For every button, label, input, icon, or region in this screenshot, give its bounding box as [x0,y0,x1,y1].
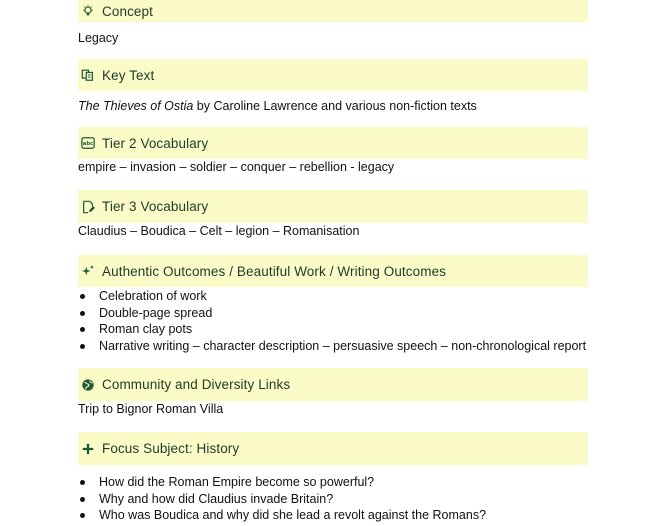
section-title: Tier 3 Vocabulary [102,199,209,214]
books-icon [80,67,96,83]
list-item: Roman clay pots [78,321,586,338]
edit-note-icon [80,199,96,215]
list-item: How did the Roman Empire become so powerful? [78,474,486,491]
outcomes-list [78,288,586,354]
section-title: Focus Subject: History [102,441,240,456]
list-item: Double-page spread [78,305,586,322]
list-item: Celebration of work [78,288,586,305]
key-text-rest: by Caroline Lawrence and various non-fiction texts [193,99,477,113]
section-header-tier3 [78,190,588,223]
list-item: Why and how did Claudius invade Britain? [78,491,486,508]
section-header-focus [78,432,588,465]
list-item: Who was Boudica and why did she lead a revolt against the Romans? [78,507,486,524]
section-header-outcomes [78,255,588,287]
key-text-line [78,99,477,113]
section-title: Concept [102,3,153,19]
concept-text: Legacy [78,31,119,45]
section-header-community [78,368,588,401]
section-title: Tier 2 Vocabulary [102,135,209,151]
tier3-text: Claudius – Boudica – Celt – legion – Romanisation [78,224,360,238]
sparkles-icon [80,263,96,279]
globe-icon [80,377,96,393]
abc-icon [80,135,96,151]
section-header-key-text [78,59,588,91]
section-header-tier2 [78,127,588,159]
svg-text:abc: abc [82,141,94,148]
list-item: Narrative writing – character description – persuasive speech – non-chronological report [78,338,586,355]
section-title: Authentic Outcomes / Beautiful Work / Writing Outcomes [102,263,447,279]
community-text: Trip to Bignor Roman Villa [78,402,224,416]
section-title: Key Text [102,67,155,83]
focus-list [78,474,486,524]
book-title: The Thieves of Ostia [78,99,194,113]
section-header-concept [78,0,588,22]
lightbulb-icon [80,3,96,19]
tier2-text: empire – invasion – soldier – conquer – rebellion - legacy [78,160,395,174]
section-title: Community and Diversity Links [102,377,291,392]
plus-icon [80,441,96,457]
